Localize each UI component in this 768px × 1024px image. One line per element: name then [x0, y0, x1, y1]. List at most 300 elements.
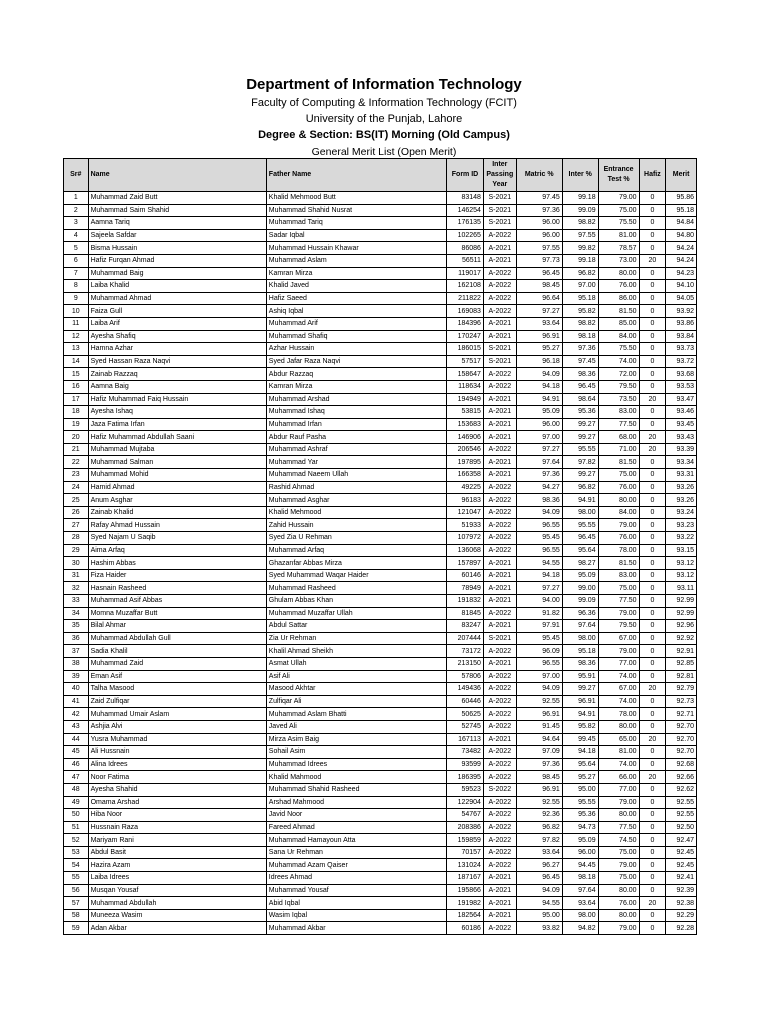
cell-hafiz: 0	[639, 670, 666, 683]
cell-merit: 93.12	[666, 569, 697, 582]
cell-entrance: 77.50	[598, 595, 639, 608]
cell-hafiz: 0	[639, 532, 666, 545]
cell-form-id: 122904	[447, 796, 484, 809]
cell-name: Hamna Azhar	[88, 343, 266, 356]
cell-sr: 41	[64, 695, 89, 708]
cell-hafiz: 0	[639, 595, 666, 608]
cell-father-name: Sohail Asim	[266, 746, 446, 759]
cell-inter-year: A-2021	[483, 657, 516, 670]
cell-sr: 3	[64, 217, 89, 230]
cell-inter: 97.82	[562, 456, 598, 469]
cell-merit: 92.85	[666, 657, 697, 670]
cell-matric: 98.45	[516, 280, 562, 293]
cell-matric: 91.45	[516, 720, 562, 733]
table-row	[64, 368, 697, 381]
cell-inter-year: A-2021	[483, 431, 516, 444]
cell-merit: 92.29	[666, 909, 697, 922]
cell-father-name: Muhammad Muzaffar Ullah	[266, 607, 446, 620]
cell-merit: 93.53	[666, 380, 697, 393]
cell-inter-year: S-2021	[483, 632, 516, 645]
cell-form-id: 49225	[447, 481, 484, 494]
cell-inter-year: A-2022	[483, 695, 516, 708]
cell-hafiz: 0	[639, 519, 666, 532]
cell-form-id: 186015	[447, 343, 484, 356]
cell-entrance: 71.00	[598, 443, 639, 456]
cell-sr: 27	[64, 519, 89, 532]
cell-hafiz: 0	[639, 884, 666, 897]
cell-inter: 97.64	[562, 620, 598, 633]
cell-merit: 95.18	[666, 204, 697, 217]
cell-father-name: Khalid Mehmood Butt	[266, 192, 446, 205]
cell-inter-year: A-2021	[483, 557, 516, 570]
table-row	[64, 254, 697, 267]
cell-sr: 8	[64, 280, 89, 293]
cell-inter-year: A-2022	[483, 683, 516, 696]
cell-entrance: 77.50	[598, 821, 639, 834]
cell-sr: 30	[64, 557, 89, 570]
cell-name: Hiba Noor	[88, 809, 266, 822]
cell-name: Hafiz Muhammad Abdullah Saani	[88, 431, 266, 444]
cell-hafiz: 0	[639, 406, 666, 419]
cell-name: Sadia Khalil	[88, 645, 266, 658]
cell-father-name: Muhammad Shafiq	[266, 330, 446, 343]
cell-father-name: Muhammad Arshad	[266, 393, 446, 406]
cell-entrance: 81.00	[598, 746, 639, 759]
cell-sr: 5	[64, 242, 89, 255]
cell-matric: 94.09	[516, 683, 562, 696]
cell-form-id: 146906	[447, 431, 484, 444]
cell-form-id: 57517	[447, 355, 484, 368]
table-row	[64, 204, 697, 217]
cell-father-name: Ghazanfar Abbas Mirza	[266, 557, 446, 570]
cell-form-id: 107972	[447, 532, 484, 545]
cell-inter-year: A-2022	[483, 834, 516, 847]
cell-hafiz: 0	[639, 783, 666, 796]
cell-form-id: 70157	[447, 846, 484, 859]
cell-sr: 52	[64, 834, 89, 847]
cell-hafiz: 20	[639, 683, 666, 696]
cell-father-name: Wasim Iqbal	[266, 909, 446, 922]
cell-matric: 97.36	[516, 469, 562, 482]
cell-merit: 92.47	[666, 834, 697, 847]
cell-entrance: 77.00	[598, 783, 639, 796]
cell-matric: 93.64	[516, 846, 562, 859]
cell-inter: 95.82	[562, 720, 598, 733]
degree-section: Degree & Section: BS(IT) Morning (Old Campus)	[258, 129, 510, 141]
cell-inter: 95.36	[562, 406, 598, 419]
cell-entrance: 83.00	[598, 406, 639, 419]
cell-sr: 11	[64, 317, 89, 330]
cell-entrance: 74.00	[598, 355, 639, 368]
cell-sr: 4	[64, 229, 89, 242]
cell-entrance: 75.00	[598, 469, 639, 482]
cell-form-id: 78949	[447, 582, 484, 595]
cell-merit: 92.99	[666, 595, 697, 608]
cell-name: Bisma Hussain	[88, 242, 266, 255]
cell-father-name: Muhammad Naeem Ullah	[266, 469, 446, 482]
cell-matric: 91.82	[516, 607, 562, 620]
cell-hafiz: 20	[639, 733, 666, 746]
cell-inter: 96.00	[562, 846, 598, 859]
cell-form-id: 213150	[447, 657, 484, 670]
cell-merit: 92.45	[666, 846, 697, 859]
table-row	[64, 834, 697, 847]
cell-inter-year: A-2022	[483, 305, 516, 318]
cell-entrance: 80.00	[598, 494, 639, 507]
cell-father-name: Masood Akhtar	[266, 683, 446, 696]
cell-form-id: 197895	[447, 456, 484, 469]
cell-entrance: 75.50	[598, 343, 639, 356]
cell-merit: 93.12	[666, 557, 697, 570]
cell-inter: 95.18	[562, 645, 598, 658]
cell-sr: 44	[64, 733, 89, 746]
cell-name: Hafiz Muhammad Faiq Hussain	[88, 393, 266, 406]
cell-name: Muhammad Zaid Butt	[88, 192, 266, 205]
cell-matric: 93.64	[516, 317, 562, 330]
cell-merit: 92.28	[666, 922, 697, 935]
cell-inter-year: A-2022	[483, 645, 516, 658]
cell-inter: 95.00	[562, 783, 598, 796]
cell-father-name: Rashid Ahmad	[266, 481, 446, 494]
cell-inter: 95.55	[562, 519, 598, 532]
cell-entrance: 75.50	[598, 217, 639, 230]
cell-form-id: 73172	[447, 645, 484, 658]
cell-sr: 14	[64, 355, 89, 368]
cell-inter: 98.36	[562, 368, 598, 381]
cell-inter: 99.18	[562, 192, 598, 205]
cell-merit: 92.41	[666, 872, 697, 885]
cell-inter-year: A-2022	[483, 229, 516, 242]
cell-inter-year: S-2021	[483, 355, 516, 368]
cell-inter: 95.55	[562, 796, 598, 809]
cell-form-id: 83247	[447, 620, 484, 633]
cell-matric: 94.18	[516, 380, 562, 393]
cell-form-id: 194949	[447, 393, 484, 406]
cell-hafiz: 0	[639, 872, 666, 885]
cell-merit: 94.24	[666, 254, 697, 267]
cell-sr: 15	[64, 368, 89, 381]
cell-form-id: 59523	[447, 783, 484, 796]
cell-matric: 92.36	[516, 809, 562, 822]
cell-inter-year: S-2021	[483, 204, 516, 217]
cell-inter-year: A-2022	[483, 267, 516, 280]
cell-entrance: 79.00	[598, 922, 639, 935]
cell-name: Muhammad Umair Aslam	[88, 708, 266, 721]
cell-father-name: Syed Muhammad Waqar Haider	[266, 569, 446, 582]
cell-inter: 97.36	[562, 343, 598, 356]
cell-inter: 96.36	[562, 607, 598, 620]
cell-matric: 96.09	[516, 645, 562, 658]
cell-name: Muhammad Mujtaba	[88, 443, 266, 456]
cell-matric: 97.36	[516, 758, 562, 771]
cell-entrance: 67.00	[598, 632, 639, 645]
cell-hafiz: 0	[639, 192, 666, 205]
cell-name: Zaid Zulfiqar	[88, 695, 266, 708]
cell-inter: 98.00	[562, 909, 598, 922]
cell-sr: 49	[64, 796, 89, 809]
cell-entrance: 79.00	[598, 607, 639, 620]
cell-merit: 92.62	[666, 783, 697, 796]
cell-merit: 92.81	[666, 670, 697, 683]
table-row	[64, 695, 697, 708]
cell-matric: 96.64	[516, 292, 562, 305]
cell-name: Muhammad Ahmad	[88, 292, 266, 305]
table-row	[64, 229, 697, 242]
cell-matric: 96.45	[516, 872, 562, 885]
cell-inter: 95.64	[562, 544, 598, 557]
cell-merit: 92.39	[666, 884, 697, 897]
cell-entrance: 79.00	[598, 192, 639, 205]
cell-sr: 43	[64, 720, 89, 733]
cell-form-id: 170247	[447, 330, 484, 343]
table-row	[64, 846, 697, 859]
cell-merit: 93.73	[666, 343, 697, 356]
cell-hafiz: 0	[639, 821, 666, 834]
table-row	[64, 292, 697, 305]
cell-inter-year: A-2022	[483, 758, 516, 771]
table-row	[64, 897, 697, 910]
cell-name: Muhammad Mohid	[88, 469, 266, 482]
cell-merit: 92.91	[666, 645, 697, 658]
table-row	[64, 355, 697, 368]
cell-entrance: 80.00	[598, 909, 639, 922]
cell-father-name: Muhammad Yar	[266, 456, 446, 469]
cell-sr: 54	[64, 859, 89, 872]
cell-form-id: 153683	[447, 418, 484, 431]
cell-merit: 92.96	[666, 620, 697, 633]
cell-father-name: Sadar Iqbal	[266, 229, 446, 242]
table-row	[64, 758, 697, 771]
cell-form-id: 191982	[447, 897, 484, 910]
cell-merit: 93.39	[666, 443, 697, 456]
cell-matric: 97.55	[516, 242, 562, 255]
cell-name: Muhammad Asif Abbas	[88, 595, 266, 608]
cell-matric: 96.45	[516, 267, 562, 280]
cell-form-id: 211822	[447, 292, 484, 305]
cell-form-id: 93599	[447, 758, 484, 771]
cell-father-name: Ashiq Iqbal	[266, 305, 446, 318]
cell-inter-year: A-2022	[483, 280, 516, 293]
cell-hafiz: 0	[639, 280, 666, 293]
col-header-inter: Inter %	[562, 159, 598, 192]
cell-hafiz: 20	[639, 393, 666, 406]
table-row	[64, 746, 697, 759]
cell-entrance: 76.00	[598, 280, 639, 293]
faculty-name: Faculty of Computing & Information Technology (FCIT)	[251, 97, 517, 109]
cell-hafiz: 0	[639, 229, 666, 242]
cell-inter: 94.91	[562, 494, 598, 507]
cell-merit: 92.79	[666, 683, 697, 696]
cell-matric: 96.91	[516, 783, 562, 796]
cell-matric: 97.27	[516, 305, 562, 318]
table-row	[64, 456, 697, 469]
cell-sr: 34	[64, 607, 89, 620]
cell-matric: 96.55	[516, 657, 562, 670]
cell-father-name: Muhammad Arfaq	[266, 544, 446, 557]
cell-merit: 93.15	[666, 544, 697, 557]
cell-inter: 99.27	[562, 683, 598, 696]
cell-inter-year: A-2022	[483, 846, 516, 859]
cell-entrance: 81.50	[598, 557, 639, 570]
cell-name: Ali Hussnain	[88, 746, 266, 759]
cell-form-id: 207444	[447, 632, 484, 645]
cell-hafiz: 0	[639, 267, 666, 280]
cell-father-name: Muhammad Azam Qaiser	[266, 859, 446, 872]
cell-merit: 93.34	[666, 456, 697, 469]
cell-entrance: 79.50	[598, 620, 639, 633]
cell-entrance: 79.00	[598, 859, 639, 872]
cell-inter-year: S-2022	[483, 783, 516, 796]
cell-matric: 94.09	[516, 884, 562, 897]
cell-inter: 99.00	[562, 582, 598, 595]
cell-entrance: 78.00	[598, 708, 639, 721]
cell-inter-year: S-2021	[483, 192, 516, 205]
cell-inter-year: A-2022	[483, 519, 516, 532]
cell-matric: 96.00	[516, 229, 562, 242]
cell-inter-year: A-2022	[483, 544, 516, 557]
cell-hafiz: 0	[639, 544, 666, 557]
cell-sr: 9	[64, 292, 89, 305]
cell-merit: 92.70	[666, 733, 697, 746]
cell-inter-year: A-2021	[483, 406, 516, 419]
col-header-hafiz: Hafiz	[639, 159, 666, 192]
table-row	[64, 595, 697, 608]
cell-inter: 97.00	[562, 280, 598, 293]
cell-merit: 92.70	[666, 720, 697, 733]
cell-hafiz: 0	[639, 645, 666, 658]
cell-sr: 50	[64, 809, 89, 822]
cell-sr: 47	[64, 771, 89, 784]
cell-hafiz: 20	[639, 771, 666, 784]
cell-hafiz: 0	[639, 380, 666, 393]
table-row	[64, 771, 697, 784]
cell-matric: 94.09	[516, 368, 562, 381]
cell-name: Sajeela Safdar	[88, 229, 266, 242]
cell-matric: 96.55	[516, 519, 562, 532]
table-row	[64, 431, 697, 444]
cell-name: Adan Akbar	[88, 922, 266, 935]
cell-inter-year: A-2021	[483, 469, 516, 482]
cell-sr: 59	[64, 922, 89, 935]
cell-inter: 98.18	[562, 330, 598, 343]
cell-sr: 25	[64, 494, 89, 507]
table-row	[64, 607, 697, 620]
cell-hafiz: 0	[639, 506, 666, 519]
merit-table-body	[64, 192, 697, 935]
col-header-inter-passing-year: Inter Passing Year	[483, 159, 516, 192]
cell-hafiz: 0	[639, 217, 666, 230]
cell-form-id: 57806	[447, 670, 484, 683]
cell-inter: 99.27	[562, 418, 598, 431]
cell-hafiz: 0	[639, 846, 666, 859]
cell-name: Aamna Tariq	[88, 217, 266, 230]
cell-name: Zainab Khalid	[88, 506, 266, 519]
cell-name: Hashim Abbas	[88, 557, 266, 570]
cell-father-name: Muhammad Hamayoun Atta	[266, 834, 446, 847]
cell-merit: 92.50	[666, 821, 697, 834]
department-title: Department of Information Technology	[246, 76, 522, 93]
cell-form-id: 56511	[447, 254, 484, 267]
cell-inter: 95.91	[562, 670, 598, 683]
cell-name: Omama Arshad	[88, 796, 266, 809]
cell-merit: 93.22	[666, 532, 697, 545]
table-row	[64, 632, 697, 645]
cell-entrance: 76.00	[598, 897, 639, 910]
cell-form-id: 83148	[447, 192, 484, 205]
cell-hafiz: 0	[639, 456, 666, 469]
table-row	[64, 620, 697, 633]
table-row	[64, 582, 697, 595]
cell-merit: 93.26	[666, 494, 697, 507]
cell-sr: 22	[64, 456, 89, 469]
cell-father-name: Muhammad Yousaf	[266, 884, 446, 897]
cell-matric: 96.18	[516, 355, 562, 368]
cell-name: Hasnain Rasheed	[88, 582, 266, 595]
cell-name: Zainab Razzaq	[88, 368, 266, 381]
cell-name: Ashjia Alvi	[88, 720, 266, 733]
cell-form-id: 187167	[447, 872, 484, 885]
cell-inter-year: A-2022	[483, 720, 516, 733]
cell-matric: 94.09	[516, 506, 562, 519]
cell-form-id: 51933	[447, 519, 484, 532]
cell-father-name: Khalid Javed	[266, 280, 446, 293]
table-row	[64, 418, 697, 431]
cell-sr: 29	[64, 544, 89, 557]
table-row	[64, 242, 697, 255]
cell-inter: 94.82	[562, 922, 598, 935]
cell-form-id: 131024	[447, 859, 484, 872]
cell-entrance: 81.50	[598, 456, 639, 469]
cell-form-id: 169083	[447, 305, 484, 318]
cell-inter: 96.82	[562, 267, 598, 280]
cell-entrance: 79.00	[598, 645, 639, 658]
cell-merit: 94.80	[666, 229, 697, 242]
cell-entrance: 74.00	[598, 695, 639, 708]
cell-name: Muhammad Zaid	[88, 657, 266, 670]
table-row	[64, 809, 697, 822]
cell-name: Syed Hassan Raza Naqvi	[88, 355, 266, 368]
cell-hafiz: 0	[639, 368, 666, 381]
cell-merit: 92.99	[666, 607, 697, 620]
table-row	[64, 330, 697, 343]
cell-father-name: Muhammad Rasheed	[266, 582, 446, 595]
col-header-form-id: Form ID	[447, 159, 484, 192]
cell-matric: 96.00	[516, 217, 562, 230]
cell-father-name: Muhammad Hussain Khawar	[266, 242, 446, 255]
cell-inter: 95.18	[562, 292, 598, 305]
cell-merit: 93.24	[666, 506, 697, 519]
cell-hafiz: 0	[639, 695, 666, 708]
cell-inter-year: A-2022	[483, 292, 516, 305]
cell-hafiz: 0	[639, 292, 666, 305]
cell-matric: 97.82	[516, 834, 562, 847]
cell-matric: 96.91	[516, 708, 562, 721]
cell-inter: 95.09	[562, 834, 598, 847]
cell-name: Ayesha Shafiq	[88, 330, 266, 343]
table-row	[64, 657, 697, 670]
cell-entrance: 83.00	[598, 569, 639, 582]
cell-merit: 92.70	[666, 746, 697, 759]
table-row	[64, 909, 697, 922]
cell-inter: 99.18	[562, 254, 598, 267]
cell-inter: 95.64	[562, 758, 598, 771]
cell-name: Muhammad Salman	[88, 456, 266, 469]
cell-form-id: 96183	[447, 494, 484, 507]
cell-sr: 24	[64, 481, 89, 494]
cell-form-id: 149436	[447, 683, 484, 696]
cell-inter: 94.73	[562, 821, 598, 834]
cell-entrance: 80.00	[598, 267, 639, 280]
